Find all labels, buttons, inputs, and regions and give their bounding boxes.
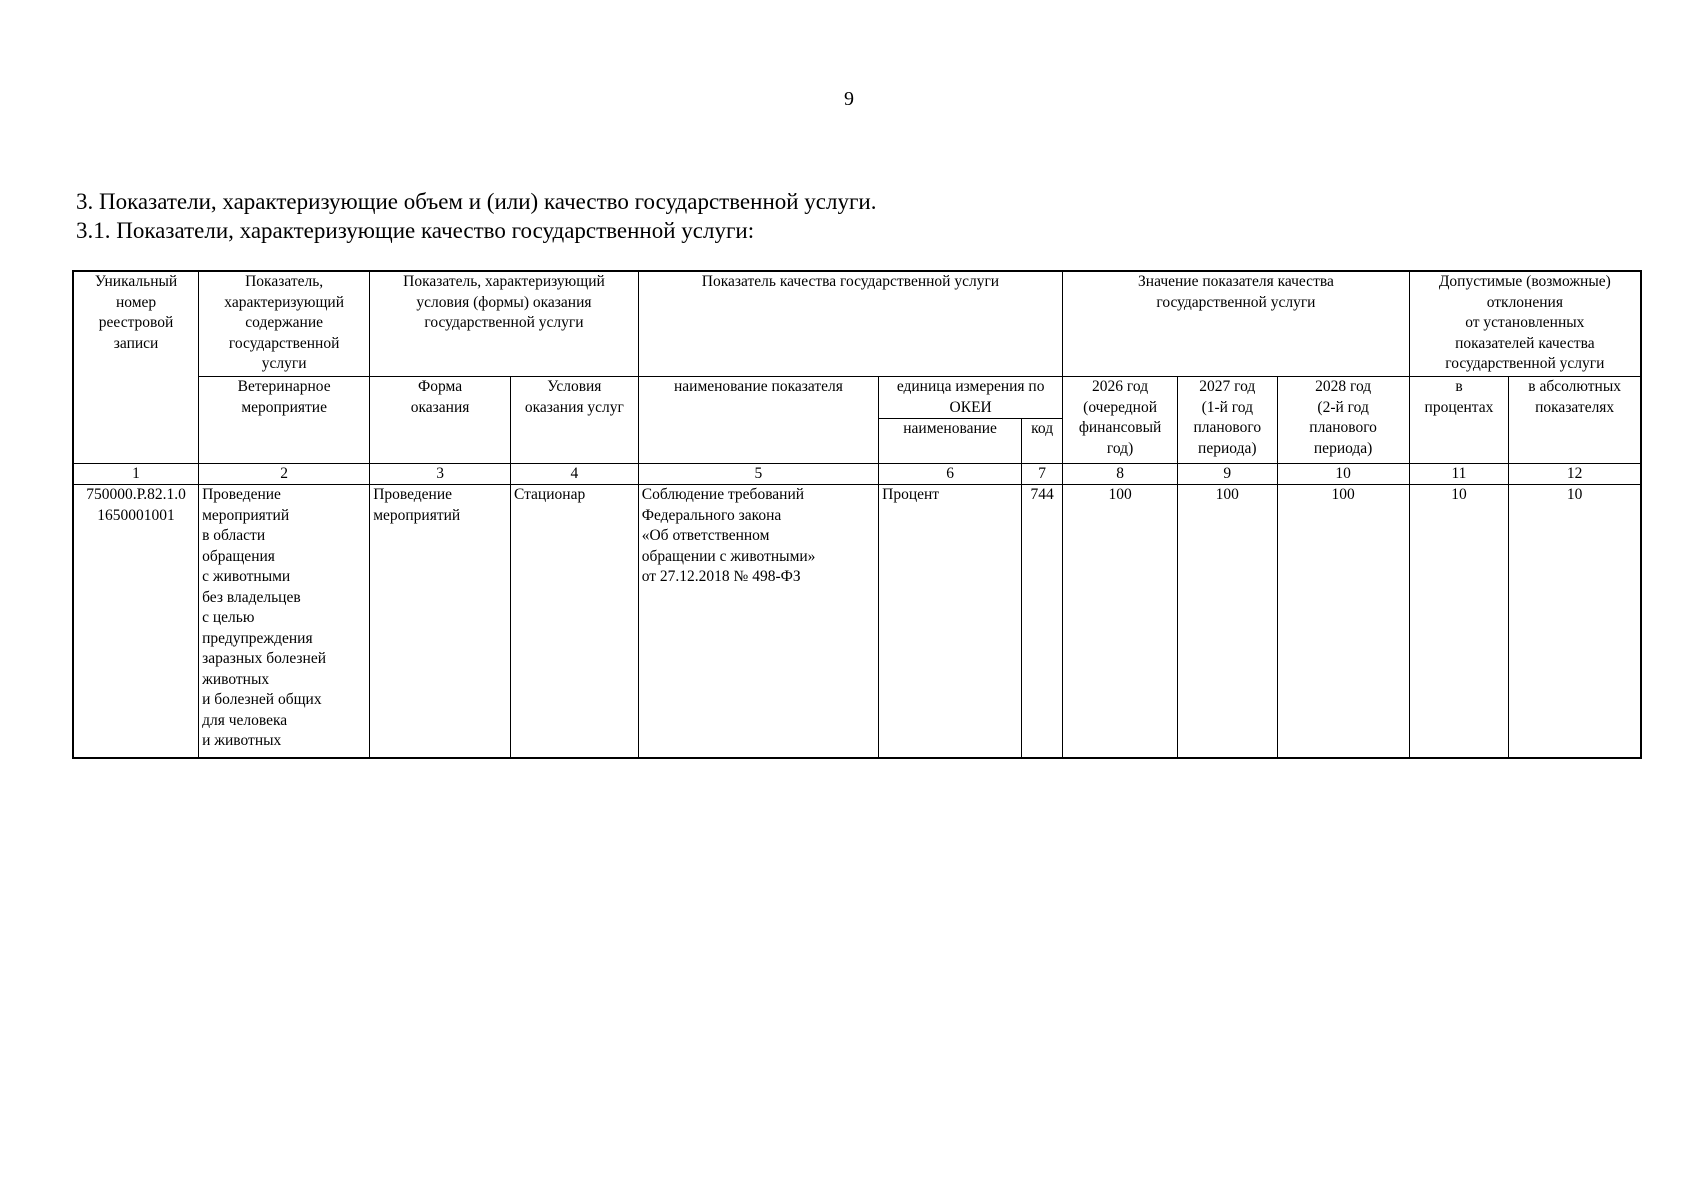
- cell-vet-event: Проведение мероприятий в области обращения с животными без владельцев с целью предупреждения заразных болезней животных и болезней общих для человека и животных: [199, 485, 370, 759]
- header-deviations: Допустимые (возможные) отклонения от установленных показателей качества государственной услуги: [1409, 271, 1641, 377]
- column-number: 7: [1022, 464, 1063, 485]
- cell-value-2028: 100: [1277, 485, 1409, 759]
- header-quality-value: Значение показателя качества государственной услуги: [1063, 271, 1409, 377]
- header-in-absolute: в абсолютных показателях: [1509, 377, 1641, 464]
- header-vet-event: Ветеринарное мероприятие: [199, 377, 370, 464]
- table-row: [73, 485, 1641, 759]
- column-number: 2: [199, 464, 370, 485]
- cell-indicator-name: Соблюдение требований Федерального закона «Об ответственном обращении с животными» от 27.12.2018 № 498-ФЗ: [638, 485, 878, 759]
- cell-value-2027: 100: [1177, 485, 1277, 759]
- cell-deviation-absolute: 10: [1509, 485, 1641, 759]
- cell-conditions: Стационар: [510, 485, 638, 759]
- header-in-percent: в процентах: [1409, 377, 1509, 464]
- cell-registry-number: 750000.Р.82.1.0 1650001001: [73, 485, 199, 759]
- column-number: 9: [1177, 464, 1277, 485]
- section-heading: 3. Показатели, характеризующие объем и (или) качество государственной услуги.: [76, 189, 877, 214]
- column-number: 1: [73, 464, 199, 485]
- cell-unit-name: Процент: [879, 485, 1022, 759]
- column-number: 6: [879, 464, 1022, 485]
- cell-form: Проведение мероприятий: [370, 485, 511, 759]
- page-number: 9: [844, 88, 854, 110]
- header-unit-code: код: [1022, 419, 1063, 464]
- column-number: 4: [510, 464, 638, 485]
- header-indicator-name: наименование показателя: [638, 377, 878, 464]
- subsection-heading: 3.1. Показатели, характеризующие качество государственной услуги:: [76, 218, 755, 243]
- header-year-2027: 2027 год (1-й год планового периода): [1177, 377, 1277, 464]
- header-form: Форма оказания: [370, 377, 511, 464]
- header-content-indicator: Показатель, характеризующий содержание государственной услуги: [199, 271, 370, 377]
- header-year-2028: 2028 год (2-й год планового периода): [1277, 377, 1409, 464]
- column-number: 3: [370, 464, 511, 485]
- quality-indicators-table: [72, 270, 1642, 759]
- header-unit-okei: единица измерения по ОКЕИ: [879, 377, 1063, 419]
- header-quality-indicator: Показатель качества государственной услуги: [638, 271, 1062, 377]
- column-number: 5: [638, 464, 878, 485]
- header-conditions-indicator: Показатель, характеризующий условия (формы) оказания государственной услуги: [370, 271, 639, 377]
- cell-deviation-percent: 10: [1409, 485, 1509, 759]
- header-year-2026: 2026 год (очередной финансовый год): [1063, 377, 1178, 464]
- cell-value-2026: 100: [1063, 485, 1178, 759]
- header-unique-number: Уникальный номер реестровой записи: [73, 271, 199, 464]
- cell-unit-code: 744: [1022, 485, 1063, 759]
- header-unit-name: наименование: [879, 419, 1022, 464]
- column-number: 11: [1409, 464, 1509, 485]
- column-number: 8: [1063, 464, 1178, 485]
- column-number: 10: [1277, 464, 1409, 485]
- header-service-conditions: Условия оказания услуг: [510, 377, 638, 464]
- column-number: 12: [1509, 464, 1641, 485]
